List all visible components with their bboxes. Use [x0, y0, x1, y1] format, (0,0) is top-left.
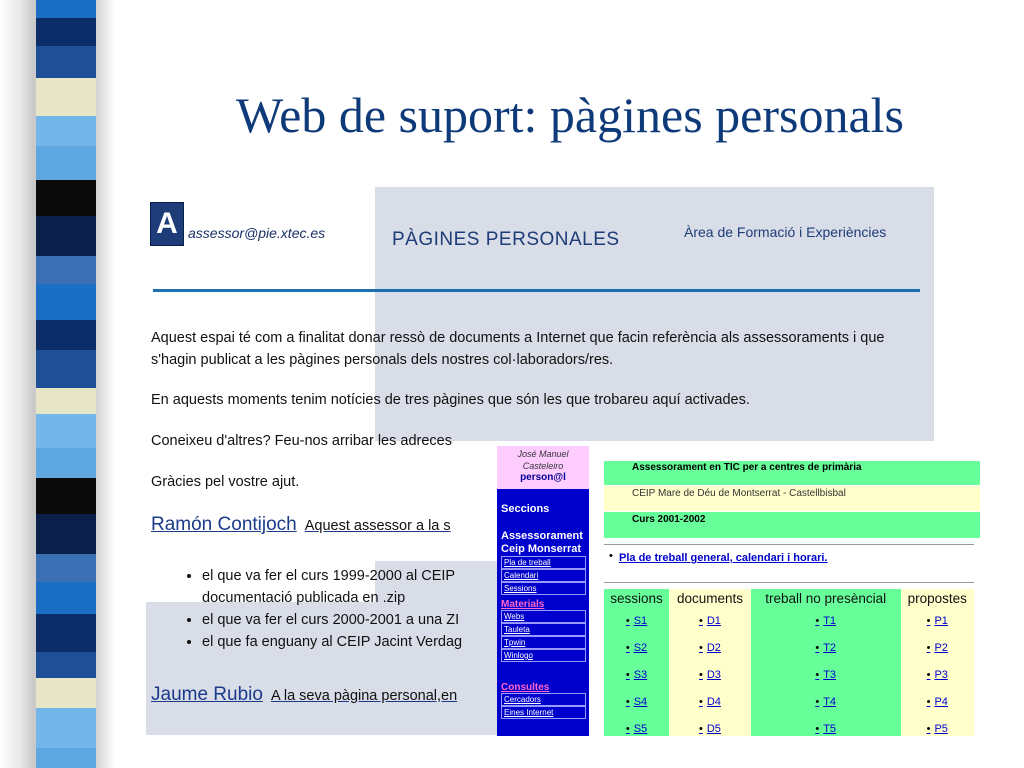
stripe [36, 614, 96, 652]
bullet-dot: • [625, 614, 630, 627]
header-title: Assessorament en TIC per a centres de primària [604, 461, 980, 485]
bullet-dot: • [926, 668, 931, 681]
table-cell [604, 715, 669, 736]
table-row [604, 661, 974, 688]
sidebar-link-sessions[interactable]: Sessions [501, 582, 586, 595]
column-header-treball: treball no presèncial [751, 589, 901, 607]
stripe [36, 284, 96, 320]
decorative-strip [0, 0, 115, 768]
sidebar [497, 446, 589, 736]
assessor-logo: A [150, 202, 184, 246]
column-header-propostes: propostes [901, 589, 974, 607]
bullet-dot: • [625, 695, 630, 708]
sidebar-link-winlogo[interactable]: Winlogo [501, 649, 586, 662]
stripe [36, 708, 96, 748]
sidebar-link-eines[interactable]: Eines Internet [501, 706, 586, 719]
stripe [36, 478, 96, 514]
bullet-dot: • [699, 641, 703, 654]
bullet-dot: • [609, 550, 613, 562]
person-description: Aquest assessor a la s [304, 518, 451, 534]
person-name[interactable]: Jaume Rubio [151, 684, 263, 705]
stripe [36, 748, 96, 768]
documents-link[interactable]: D1 [706, 614, 721, 627]
sidebar-link-tauleta[interactable]: Tauleta [501, 623, 586, 636]
bullet-dot: • [815, 695, 820, 708]
author-last-name: Casteleiro [522, 461, 564, 471]
bullet-dot: • [699, 695, 703, 708]
stripe [36, 46, 96, 78]
documents-link[interactable]: D5 [706, 722, 721, 735]
stripe [36, 146, 96, 180]
stripe [36, 678, 96, 708]
sidebar-link-tpwin[interactable]: Tpwin [501, 636, 586, 649]
stripe [36, 652, 96, 678]
divider [153, 289, 920, 292]
sidebar-link-cercadors[interactable]: Cercadors [501, 693, 586, 706]
sessions-link[interactable]: S4 [633, 695, 648, 708]
area-label: Àrea de Formació i Experiències [684, 224, 887, 240]
materials-heading: Materials [501, 599, 545, 610]
stripe [36, 18, 96, 46]
stripe [36, 116, 96, 146]
person-description: A la seva pàgina personal,en [270, 688, 458, 704]
table-cell [751, 607, 901, 634]
stripe [36, 78, 96, 116]
table-cell [751, 688, 901, 715]
stripe [36, 0, 96, 18]
sections-heading: Seccions [501, 503, 550, 515]
propostes-link[interactable]: P3 [934, 668, 948, 681]
table-row [604, 715, 974, 736]
column-header-documents: documents [669, 589, 751, 607]
table-cell [751, 715, 901, 736]
stripe [36, 216, 96, 256]
bullet-dot: • [815, 722, 820, 735]
propostes-link[interactable]: P5 [934, 722, 948, 735]
author-box [497, 446, 589, 489]
treball-link[interactable]: T2 [823, 641, 837, 654]
bullet-dot: • [625, 722, 630, 735]
sessions-link[interactable]: S3 [633, 668, 648, 681]
brand-label: person@l [520, 472, 566, 483]
assessment-heading: Assessorament Ceip Monserrat [501, 530, 583, 555]
table-cell [604, 634, 669, 661]
table-cell [669, 634, 751, 661]
list-item: documentació publicada en .zip [202, 590, 406, 606]
request-paragraph: Coneixeu d'altres? Feu-nos arribar les adreces [151, 433, 452, 449]
stripe-band [36, 0, 96, 768]
bullet-dot: • [815, 668, 820, 681]
header-course: Curs 2001-2002 [604, 512, 980, 538]
stripe [36, 554, 96, 582]
bullet-dot: • [699, 722, 703, 735]
slide-title: Web de suport: pàgines personals [235, 87, 905, 143]
stripe [36, 514, 96, 554]
table-cell [901, 661, 974, 688]
treball-link[interactable]: T3 [823, 668, 837, 681]
stripe [36, 582, 96, 614]
table-cell [901, 634, 974, 661]
divider [604, 582, 974, 583]
list-item[interactable]: • el que va fer el curs 2000-2001 a una ZI [202, 609, 462, 631]
page-heading: PÀGINES PERSONALES [392, 229, 620, 250]
sidebar-link-webs[interactable]: Webs [501, 610, 586, 623]
bullet-dot: • [625, 668, 630, 681]
bullet-dot: • [926, 695, 931, 708]
table-cell [669, 661, 751, 688]
table-row [604, 634, 974, 661]
sessions-link[interactable]: S5 [633, 722, 648, 735]
person-link-ramon[interactable] [151, 514, 451, 536]
table-cell [901, 607, 974, 634]
table-cell [751, 634, 901, 661]
personal-site-screenshot [497, 446, 983, 736]
bullet-dot: • [699, 668, 703, 681]
stripe [36, 180, 96, 216]
stripe [36, 350, 96, 388]
table-cell [751, 661, 901, 688]
propostes-link[interactable]: P1 [934, 614, 948, 627]
author-first-name: José Manuel [517, 449, 569, 459]
table-cell [901, 688, 974, 715]
table-cell [669, 715, 751, 736]
table-cell [604, 688, 669, 715]
assessor-email[interactable]: assessor@pie.xtec.es [188, 225, 326, 241]
header-school: CEIP Mare de Déu de Montserrat - Castellbisbal [604, 486, 980, 511]
table-cell [604, 661, 669, 688]
treball-link[interactable]: T1 [823, 614, 837, 627]
column-header-sessions: sessions [604, 589, 669, 607]
stripe [36, 320, 96, 350]
sidebar-link-calendari[interactable]: Calendari [501, 569, 586, 582]
stripe [36, 388, 96, 414]
documents-link[interactable]: D3 [706, 668, 721, 681]
propostes-link[interactable]: P2 [934, 641, 948, 654]
course-list [184, 565, 462, 653]
consultes-heading: Consultes [501, 682, 550, 693]
resources-table [604, 589, 974, 736]
sidebar-link-pla[interactable]: Pla de treball [501, 556, 586, 569]
bullet-dot: • [926, 614, 931, 627]
table-cell [669, 688, 751, 715]
propostes-link[interactable]: P4 [934, 695, 948, 708]
divider [604, 544, 974, 545]
bullet-dot: • [926, 722, 931, 735]
bullet-dot: • [625, 641, 630, 654]
stripe [36, 414, 96, 448]
table-cell [901, 715, 974, 736]
news-paragraph: En aquests moments tenim notícies de tres pàgines que són les que trobareu aquí activades. [151, 392, 750, 408]
table-row [604, 607, 974, 634]
treball-link[interactable]: T4 [823, 695, 837, 708]
plan-link[interactable]: Pla de treball general, calendari i horari. [619, 552, 828, 564]
person-link-jaume[interactable] [151, 684, 457, 706]
thanks-paragraph: Gràcies pel vostre ajut. [151, 474, 300, 490]
list-item[interactable]: • el que va fer el curs 1999-2000 al CEIP [202, 565, 462, 587]
sessions-link[interactable]: S1 [633, 614, 648, 627]
table-row [604, 688, 974, 715]
list-item[interactable]: • el que fa enguany al CEIP Jacint Verdag [202, 631, 462, 653]
table-cell [604, 607, 669, 634]
bullet-dot: • [815, 614, 820, 627]
sessions-link[interactable]: S2 [633, 641, 648, 654]
documents-link[interactable]: D2 [706, 641, 721, 654]
table-cell [669, 607, 751, 634]
treball-link[interactable]: T5 [823, 722, 837, 735]
bullet-dot: • [815, 641, 820, 654]
documents-link[interactable]: D4 [706, 695, 721, 708]
stripe [36, 448, 96, 478]
bullet-dot: • [926, 641, 931, 654]
intro-paragraph: Aquest espai té com a finalitat donar ressò de documents a Internet que facin referència als assessoraments i que s'hagin publicat a les pàgines personals dels nostres col·laboradors/res. [151, 330, 885, 368]
table-body [604, 607, 974, 736]
stripe [36, 256, 96, 284]
person-name[interactable]: Ramón Contijoch [151, 514, 297, 535]
bullet-dot: • [699, 614, 703, 627]
